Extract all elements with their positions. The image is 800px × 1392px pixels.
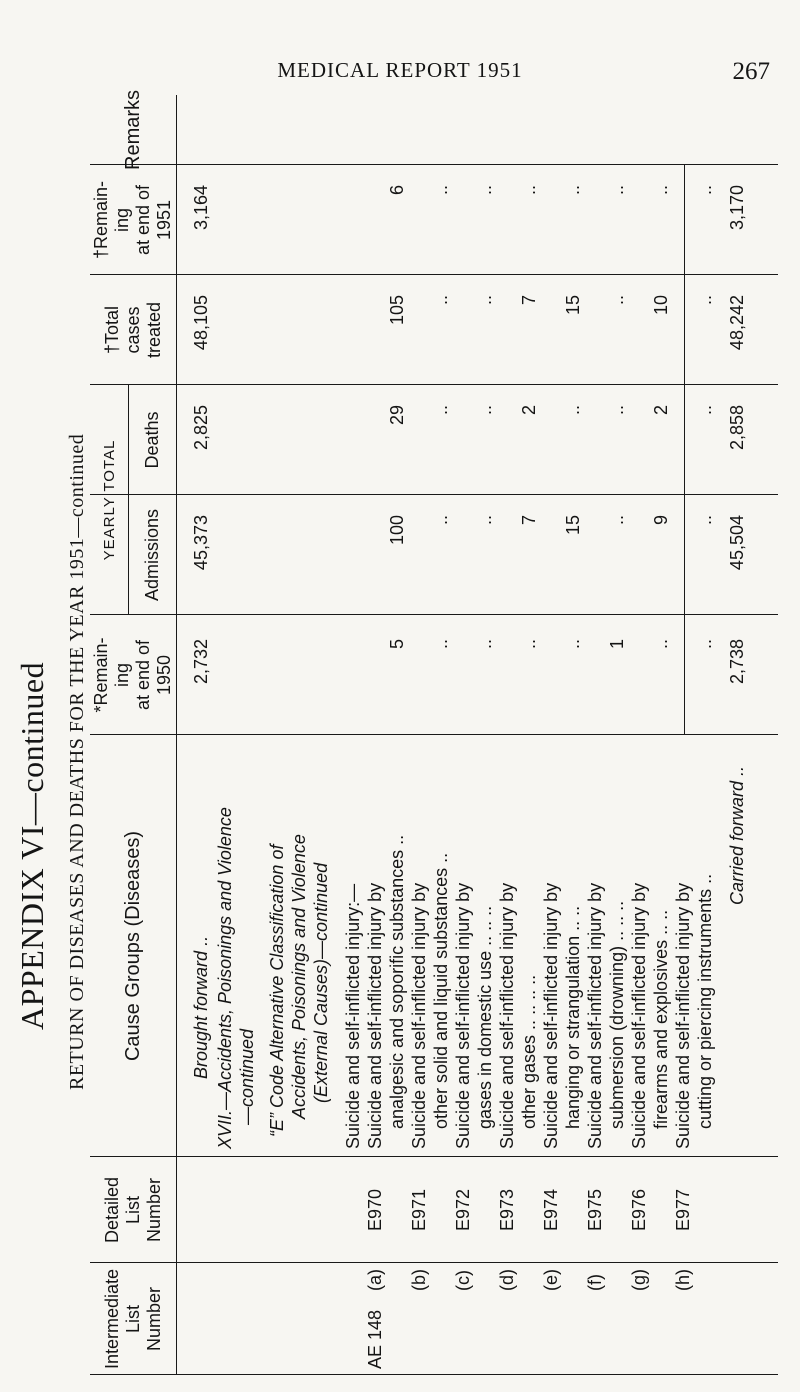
cause-line: Suicide and self-inflicted injury by <box>673 882 693 1149</box>
table-cell: 2 <box>651 405 671 416</box>
table-cell: .. <box>695 405 715 416</box>
detailed-code: E970 <box>365 1188 385 1231</box>
statistics-table <box>90 89 778 1375</box>
detailed-code: E974 <box>541 1188 561 1231</box>
table-cell: 15 <box>563 515 583 536</box>
e-code-heading: Accidents, Poisonings and Violence <box>289 834 309 1119</box>
cause-line: cutting or piercing instruments .. <box>695 873 715 1129</box>
table-cell: 105 <box>387 295 407 326</box>
table-cell: .. <box>695 185 715 196</box>
detailed-code: E977 <box>673 1188 693 1231</box>
cause-line: Suicide and self-inflicted injury by <box>541 882 561 1149</box>
brought-forward-value: 48,105 <box>191 295 211 351</box>
return-title: RETURN OF DISEASES AND DEATHS FOR THE YEAR 1951—continued <box>66 433 88 1090</box>
header-remaining-1951: †Remain- ing at end of 1951 <box>91 180 174 260</box>
e-code-heading: (External Causes)—continued <box>311 862 331 1103</box>
section-heading-xvii: XVII.—Accidents, Poisonings and Violence <box>215 807 235 1149</box>
table-cell: .. <box>475 515 495 526</box>
table-cell: 9 <box>651 515 671 526</box>
table-cell: .. <box>519 639 539 650</box>
detailed-code: E972 <box>453 1188 473 1231</box>
table-cell: .. <box>431 515 451 526</box>
table-cell: .. <box>431 185 451 196</box>
suicide-heading: Suicide and self-inflicted injury:— <box>343 883 363 1149</box>
header-admissions: Admissions <box>141 508 162 602</box>
page-number: 267 <box>732 58 770 85</box>
table-cell: .. <box>563 639 583 650</box>
table-cell: .. <box>563 185 583 196</box>
table-cell: 100 <box>387 515 407 546</box>
table-cell: .. <box>431 405 451 416</box>
brought-forward-value: 3,164 <box>191 185 211 231</box>
table-cell: 15 <box>563 295 583 316</box>
table-cell: 6 <box>387 185 407 196</box>
table-cell: .. <box>475 295 495 306</box>
column-divider <box>90 1262 778 1263</box>
cause-line: analgesic and soporific substances .. <box>387 834 407 1129</box>
table-cell: 7 <box>519 295 539 306</box>
appendix-title: APPENDIX VI—continued <box>14 661 50 1030</box>
header-remarks: Remarks <box>121 89 144 170</box>
detailed-code: E976 <box>629 1188 649 1231</box>
table-cell: 7 <box>519 515 539 526</box>
cause-line: submersion (drowning) .. .. .. <box>607 900 627 1129</box>
table-cell: 29 <box>387 405 407 426</box>
table-cell: .. <box>695 515 715 526</box>
section-heading-continued: —continued <box>237 1028 257 1125</box>
cause-line: other solid and liquid substances .. <box>431 852 451 1129</box>
cause-line: Suicide and self-inflicted injury by <box>497 882 517 1149</box>
table-cell: .. <box>607 295 627 306</box>
header-cause-groups: Cause Groups (Diseases) <box>121 830 144 1062</box>
cause-line: Suicide and self-inflicted injury by <box>409 882 429 1149</box>
intermediate-sub-code: (b) <box>409 1269 429 1291</box>
table-cell: .. <box>519 185 539 196</box>
column-divider <box>90 164 778 165</box>
table-cell: .. <box>475 185 495 196</box>
table-border-left <box>90 1374 778 1375</box>
table-cell: .. <box>431 639 451 650</box>
header-detailed-list-number: Detailed List Number <box>101 1176 164 1244</box>
cause-line: Suicide and self-inflicted injury by <box>629 882 649 1149</box>
table-cell: 10 <box>651 295 671 316</box>
intermediate-sub-code: (f) <box>585 1274 605 1291</box>
carried-forward-value: 45,504 <box>727 515 747 571</box>
table-cell: 1 <box>607 639 627 650</box>
total-rule <box>684 165 685 735</box>
table-cell: 5 <box>387 639 407 650</box>
detailed-code: E971 <box>409 1188 429 1231</box>
cause-line: other gases .. .. .. .. <box>519 974 539 1129</box>
cause-line: gases in domestic use .. .. .. <box>475 905 495 1129</box>
table-cell: .. <box>607 185 627 196</box>
cause-line: firearms and explosives .. .. <box>651 909 671 1129</box>
intermediate-sub-code: (h) <box>673 1269 693 1291</box>
table-cell: 2 <box>519 405 539 416</box>
detailed-code: E973 <box>497 1188 517 1231</box>
header-deaths: Deaths <box>141 411 162 469</box>
cause-line: Suicide and self-inflicted injury by <box>585 882 605 1149</box>
table-cell: .. <box>607 515 627 526</box>
cause-line: Suicide and self-inflicted injury by <box>365 882 385 1149</box>
running-head: MEDICAL REPORT 1951 <box>277 58 523 82</box>
header-intermediate-list-number: Intermediate List Number <box>101 1268 164 1370</box>
header-remaining-1950: *Remain- ing at end of 1950 <box>91 637 174 713</box>
intermediate-sub-code: (g) <box>629 1269 649 1291</box>
carried-forward-value: 48,242 <box>727 295 747 351</box>
column-divider <box>90 1156 778 1157</box>
table-cell: .. <box>475 639 495 650</box>
intermediate-sub-code: (c) <box>453 1270 473 1291</box>
carried-forward-value: 2,858 <box>727 405 747 451</box>
brought-forward-value: 2,732 <box>191 639 211 685</box>
intermediate-sub-code: (a) <box>365 1269 385 1291</box>
header-yearly-total: YEARLY TOTAL <box>100 439 118 561</box>
intermediate-code-ae148: AE 148 <box>365 1309 385 1369</box>
detailed-code: E975 <box>585 1188 605 1231</box>
intermediate-sub-code: (e) <box>541 1269 561 1291</box>
header-total-cases-treated: †Total cases treated <box>101 301 164 359</box>
intermediate-sub-code: (d) <box>497 1269 517 1291</box>
cause-line: Suicide and self-inflicted injury by <box>453 882 473 1149</box>
table-cell: .. <box>695 639 715 650</box>
brought-forward-value: 45,373 <box>191 515 211 571</box>
table-cell: .. <box>695 295 715 306</box>
header-rule <box>176 95 177 1375</box>
table-cell: .. <box>431 295 451 306</box>
table-cell: .. <box>607 405 627 416</box>
table-cell: .. <box>651 639 671 650</box>
carried-forward-value: 2,738 <box>727 639 747 685</box>
table-cell: .. <box>651 185 671 196</box>
table-cell: .. <box>475 405 495 416</box>
brought-forward-label: Brought forward .. <box>191 935 211 1079</box>
cause-line: hanging or strangulation .. .. <box>563 905 583 1129</box>
table-cell: .. <box>563 405 583 416</box>
carried-forward-value: 3,170 <box>727 185 747 231</box>
carried-forward-label: Carried forward .. <box>727 765 747 905</box>
brought-forward-value: 2,825 <box>191 405 211 451</box>
e-code-heading: “E” Code Alternative Classification of <box>267 844 287 1137</box>
